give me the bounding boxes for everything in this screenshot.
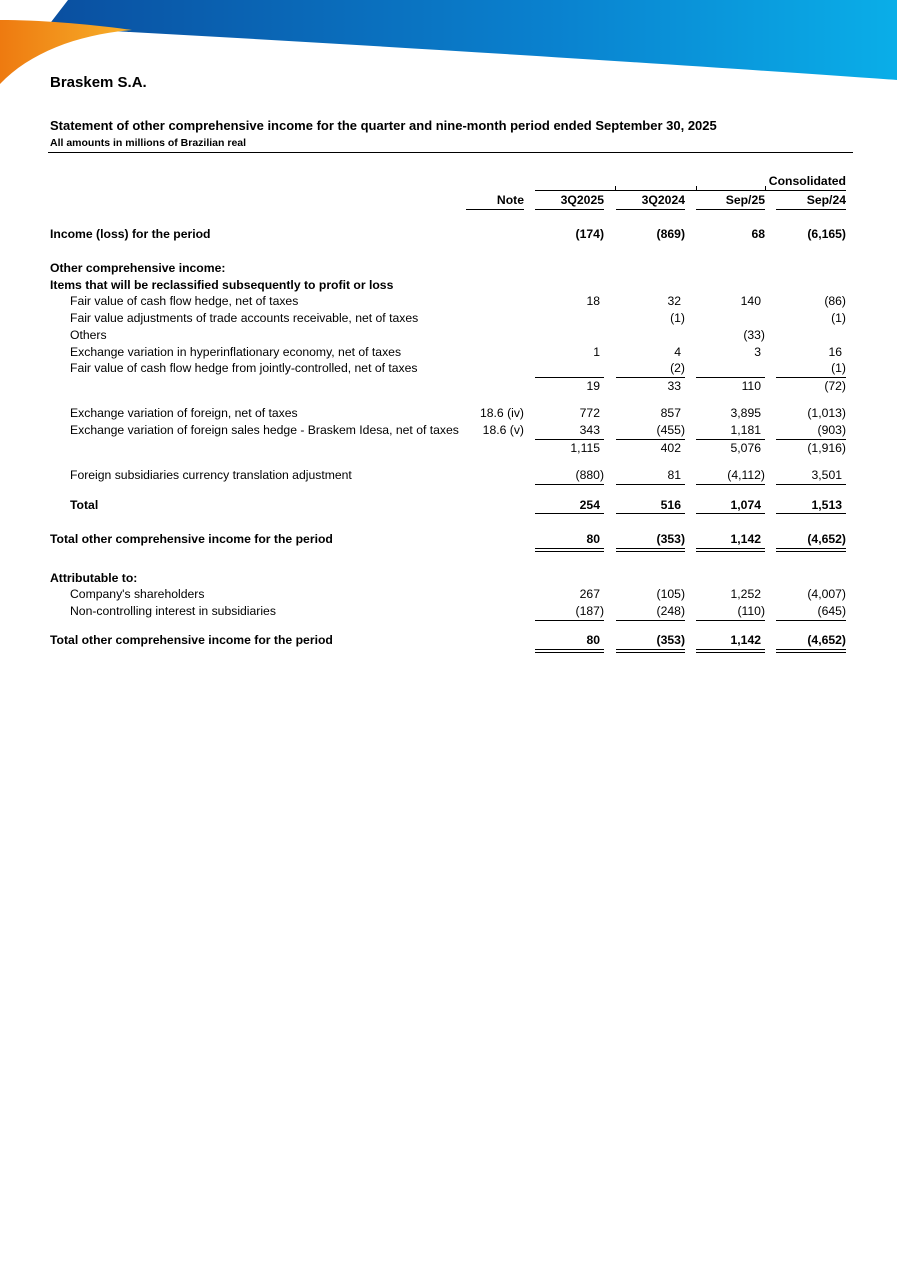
row-label: Exchange variation of foreign, net of taxes (70, 406, 298, 420)
cell-value: 772 (579, 406, 600, 420)
cell-value: (1,013) (807, 406, 846, 420)
underline (616, 484, 685, 485)
total-line (616, 513, 685, 514)
double-underline (616, 548, 685, 552)
cell-value: 3,895 (730, 406, 761, 420)
cell-value: (4,112) (727, 468, 765, 482)
double-underline (696, 548, 765, 552)
cell-value: 343 (579, 423, 600, 437)
table-row-total-oci (0, 531, 897, 548)
cell-value: 80 (586, 633, 600, 647)
cell-value: 402 (660, 441, 681, 455)
underline (535, 484, 604, 485)
underline (696, 484, 765, 485)
section-heading-oci (0, 260, 897, 277)
header-group-row (0, 173, 897, 190)
row-label: Fair value of cash flow hedge from jointly-controlled, net of taxes (70, 361, 418, 375)
cell-value: (1,916) (807, 441, 846, 455)
table-row-fx-translation (0, 467, 897, 484)
cell-value: 16 (828, 345, 842, 359)
note-header: Note (496, 193, 524, 207)
double-underline (535, 649, 604, 653)
cell-value: 80 (586, 532, 600, 546)
cell-value: 267 (579, 587, 600, 601)
cell-value: 1,074 (730, 498, 761, 512)
cell-value: 1,142 (730, 532, 761, 546)
table-row-fx-foreign (0, 405, 897, 422)
underline (776, 484, 846, 485)
cell-value: 1 (593, 345, 600, 359)
cell-value: 81 (667, 468, 681, 482)
underline (616, 620, 685, 621)
cell-value: 5,076 (730, 441, 761, 455)
cell-value: (1) (670, 311, 685, 325)
note-header-underline (466, 209, 524, 210)
double-underline (696, 649, 765, 653)
cell-value: (353) (656, 633, 685, 647)
cell-value: 254 (579, 498, 600, 512)
cell-value: 3 (754, 345, 761, 359)
note-reference: 18.6 (iv) (479, 406, 524, 420)
row-label: Attributable to: (50, 571, 138, 585)
table-row-total-oci-2 (0, 632, 897, 649)
cell-value: (72) (824, 379, 846, 393)
cell-value: 1,252 (730, 587, 761, 601)
row-label: Fair value adjustments of trade accounts receivable, net of taxes (70, 311, 419, 325)
table-row-fx-idesa (0, 422, 897, 439)
header-underline (616, 209, 685, 210)
double-underline (535, 548, 604, 552)
statement-subtitle: All amounts in millions of Brazilian real (50, 137, 247, 149)
underline (776, 620, 846, 621)
tick (615, 186, 616, 190)
cell-value: 857 (660, 406, 681, 420)
cell-value: 516 (660, 498, 681, 512)
row-label: Company's shareholders (70, 587, 205, 601)
table-row-others (0, 327, 897, 344)
tick (696, 186, 697, 190)
underline (696, 620, 765, 621)
table-row-fv-receivable (0, 310, 897, 327)
cell-value: (110) (737, 604, 765, 618)
row-label: Total (70, 498, 99, 512)
cell-value: 68 (751, 227, 765, 241)
cell-value: (2) (670, 361, 685, 375)
row-label: Exchange variation in hyperinflationary economy, net of taxes (70, 345, 402, 359)
cell-value: (105) (656, 587, 685, 601)
table-row-fv-jointly (0, 360, 897, 377)
cell-value: 19 (586, 379, 600, 393)
cell-value: (4,652) (807, 633, 846, 647)
underline (535, 620, 604, 621)
col-sep24-header: Sep/24 (806, 193, 846, 207)
cell-value: 33 (667, 379, 681, 393)
cell-value: 110 (741, 379, 761, 393)
table-row-income (0, 226, 897, 243)
table-row-subtotal-1 (0, 378, 897, 395)
cell-value: (4,007) (807, 587, 846, 601)
row-label: Exchange variation of foreign sales hedge - Braskem Idesa, net of taxes (70, 423, 459, 437)
section-heading-attributable (0, 570, 897, 587)
cell-value: (1) (831, 361, 846, 375)
row-label: Others (70, 328, 107, 342)
cell-value: (645) (817, 604, 846, 618)
total-line (696, 513, 765, 514)
cell-value: (6,165) (807, 227, 846, 241)
table-row-shareholders (0, 586, 897, 603)
col-3q2024-header: 3Q2024 (641, 193, 685, 207)
statement-title: Statement of other comprehensive income for the quarter and nine-month period ended September 30, 2025 (50, 118, 717, 133)
table-row-fv-cash-flow (0, 293, 897, 310)
header-underline (535, 209, 604, 210)
col-3q2025-header: 3Q2025 (560, 193, 604, 207)
cell-value: (86) (824, 294, 846, 308)
cell-value: 3,501 (811, 468, 842, 482)
double-underline (776, 649, 846, 653)
header-underline (776, 209, 846, 210)
table-row-nci (0, 603, 897, 620)
row-label: Income (loss) for the period (50, 227, 211, 241)
cell-value: (353) (656, 532, 685, 546)
cell-value: 4 (674, 345, 681, 359)
consolidated-header: Consolidated (768, 174, 846, 188)
double-underline (776, 548, 846, 552)
cell-value: (455) (656, 423, 685, 437)
note-reference: 18.6 (v) (482, 423, 524, 437)
row-label: Fair value of cash flow hedge, net of taxes (70, 294, 299, 308)
col-sep25-header: Sep/25 (725, 193, 765, 207)
cell-value: 1,181 (730, 423, 761, 437)
cell-value: (248) (656, 604, 685, 618)
cell-value: 1,513 (811, 498, 842, 512)
table-row-total (0, 497, 897, 514)
table-row-subtotal-2 (0, 440, 897, 457)
cell-value: 140 (740, 294, 761, 308)
column-header-row (0, 192, 897, 209)
cell-value: 1,115 (570, 441, 600, 455)
row-label: Other comprehensive income: (50, 261, 226, 275)
tick (765, 186, 766, 190)
company-name: Braskem S.A. (50, 74, 147, 91)
title-divider (48, 152, 853, 153)
double-underline (616, 649, 685, 653)
row-label: Items that will be reclassified subsequently to profit or loss (50, 278, 394, 292)
total-line (535, 513, 604, 514)
total-line (776, 513, 846, 514)
cell-value: 18 (586, 294, 600, 308)
cell-value: (33) (743, 328, 765, 342)
cell-value: (174) (575, 227, 604, 241)
row-label: Total other comprehensive income for the period (50, 633, 333, 647)
cell-value: 1,142 (730, 633, 761, 647)
cell-value: 32 (667, 294, 681, 308)
cell-value: (187) (575, 604, 604, 618)
header-underline (696, 209, 765, 210)
row-label: Total other comprehensive income for the period (50, 532, 333, 546)
row-label: Non-controlling interest in subsidiaries (70, 604, 276, 618)
table-row-hyperinflation (0, 344, 897, 361)
section-heading-items (0, 277, 897, 294)
cell-value: (880) (575, 468, 604, 482)
row-label: Foreign subsidiaries currency translation adjustment (70, 468, 352, 482)
cell-value: (4,652) (807, 532, 846, 546)
group-underline (535, 190, 846, 191)
cell-value: (903) (817, 423, 846, 437)
cell-value: (869) (656, 227, 685, 241)
cell-value: (1) (831, 311, 846, 325)
